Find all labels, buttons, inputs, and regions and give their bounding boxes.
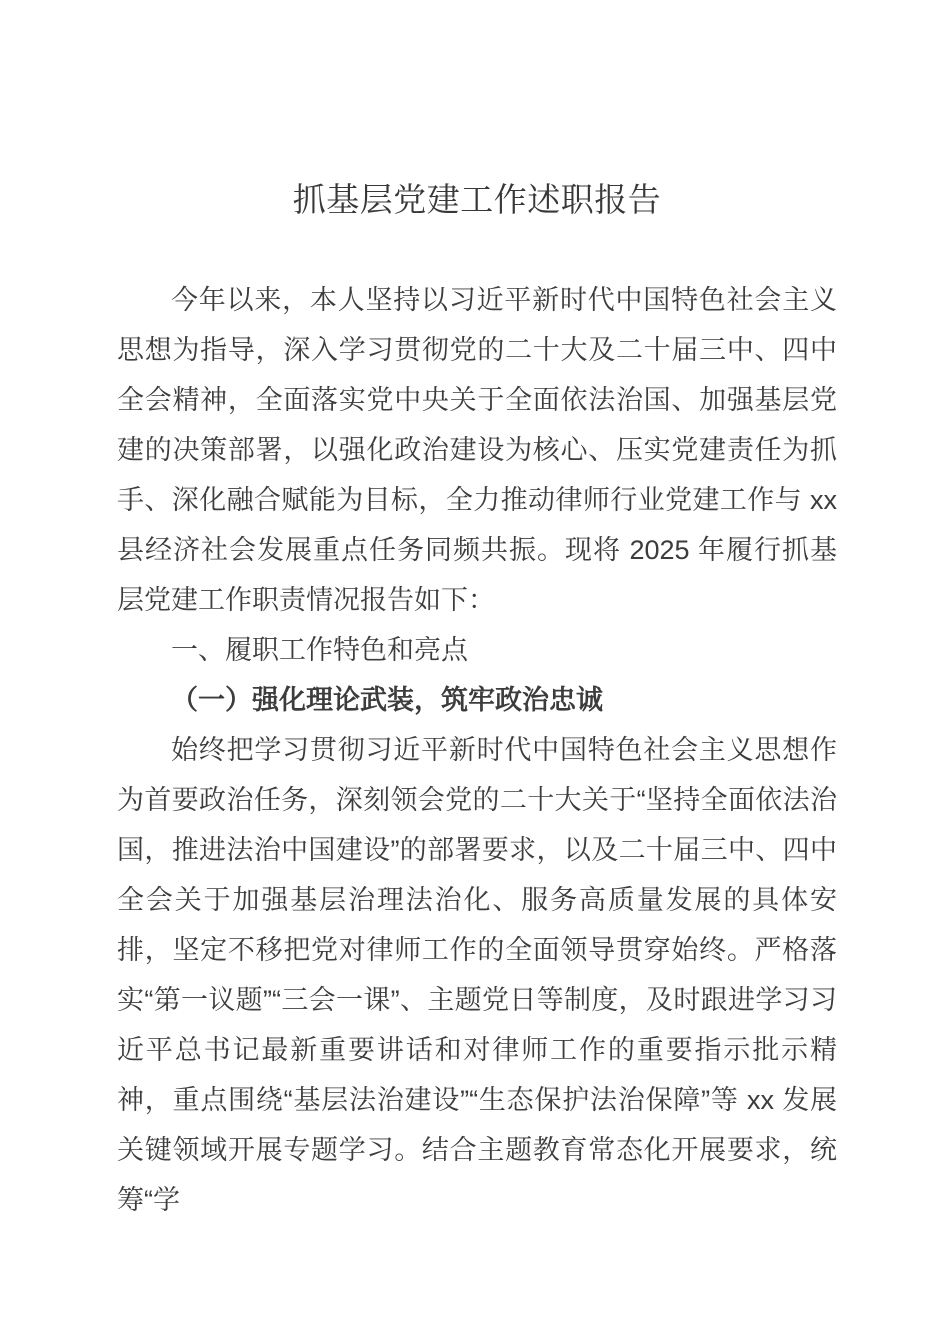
document-content	[117, 0, 837, 1225]
paragraph-intro: 今年以来，本人坚持以习近平新时代中国特色社会主义思想为指导，深入学习贯彻党的二十大及二十届三中、四中全会精神，全面落实党中央关于全面依法治国、加强基层党建的决策部署，以强化政治建设为核心、压实党建责任为抓手、深化融合赋能为目标，全力推动律师行业党建工作与 xx 县经济社会发展重点任务同频共振。现将 2025 年履行抓基层党建工作职责情况报告如下：	[117, 285, 837, 615]
section-heading-1: 一、履职工作特色和亮点	[171, 635, 468, 665]
document-title: 抓基层党建工作述职报告	[292, 181, 662, 218]
paragraph-section-body: 始终把学习贯彻习近平新时代中国特色社会主义思想作为首要政治任务，深刻领会党的二十大关于“坚持全面依法治国，推进法治中国建设”的部署要求，以及二十届三中、四中全会关于加强基层治理法治化、服务高质量发展的具体安排，坚定不移把党对律师工作的全面领导贯穿始终。严格落实“第一议题”“三会一课”、主题党日等制度，及时跟进学习习近平总书记最新重要讲话和对律师工作的重要指示批示精神，重点围绕“基层法治建设”“生态保护法治保障”等 xx 发展关键领域开展专题学习。结合主题教育常态化开展要求，统筹“学	[117, 735, 837, 1215]
subsection-heading-1-1: （一）强化理论武装，筑牢政治忠诚	[171, 685, 603, 715]
